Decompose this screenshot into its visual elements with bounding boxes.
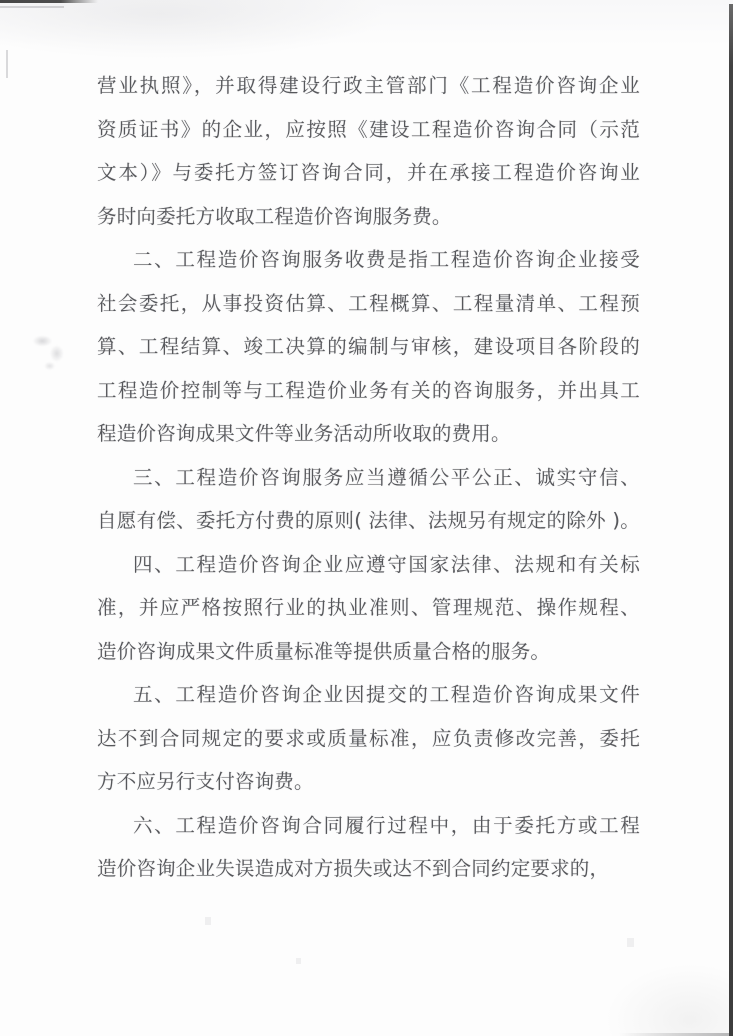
scan-edge-top-faint: [0, 6, 64, 8]
scan-edge-left-tick: [6, 50, 8, 78]
text-line: 二、工程造价咨询服务收费是指工程造价咨询企业接受: [133, 248, 640, 271]
text-line: 六、工程造价咨询合同履行过程中，由于委托方或工程: [133, 813, 640, 837]
text-line: 自愿有偿、委托方付费的原则( 法律、法规另有规定的除外 )。: [97, 509, 640, 532]
paragraph: [97, 238, 640, 456]
text-line: 造价咨询企业失误造成对方损失或达不到合同约定要求的，: [97, 857, 610, 880]
text-line: 文本）》与委托方签订咨询合同，并在承接工程造价咨询业: [97, 161, 640, 184]
scan-edge-right: [729, 4, 733, 1036]
text-line: 达不到合同规定的要求或质量标准，应负责修改完善，委托: [97, 726, 640, 750]
paragraph: [97, 456, 640, 543]
text-line: 算、工程结算、竣工决算的编制与审核，建设项目各阶段的: [97, 335, 640, 358]
text-line: 四、工程造价咨询企业应遵守国家法律、法规和有关标: [133, 552, 640, 576]
text-line: 资质证书》的企业，应按照《建设工程造价咨询合同（示范: [97, 117, 640, 141]
text-line: 务时向委托方收取工程造价咨询服务费。: [97, 204, 452, 228]
text-line: 程造价咨询成果文件等业务活动所收取的费用。: [97, 422, 511, 445]
scan-speck: [627, 938, 634, 947]
margin-smudge-artifact: [28, 326, 76, 376]
text-line: 方不应另行支付咨询费。: [97, 770, 314, 793]
scan-edge-top: [0, 0, 98, 3]
document-body: [97, 64, 640, 891]
paragraph: [97, 64, 640, 238]
text-line: 造价咨询成果文件质量标准等提供质量合格的服务。: [97, 639, 551, 663]
scan-speck: [296, 958, 301, 964]
paragraph: [97, 543, 640, 674]
text-line: 五、工程造价咨询企业因提交的工程造价咨询成果文件: [133, 683, 640, 706]
paragraph: [97, 673, 640, 804]
text-line: 营业执照》，并取得建设行政主管部门《工程造价咨询企业: [97, 74, 640, 97]
text-line: 工程造价控制等与工程造价业务有关的咨询服务，并出具工: [97, 378, 640, 402]
text-line: 社会委托，从事投资估算、工程概算、工程量清单、工程预: [97, 291, 640, 315]
paragraph: [97, 804, 640, 891]
text-line: 准，并应严格按照行业的执业准则、管理规范、操作规程、: [97, 596, 640, 619]
scan-speck: [205, 917, 211, 925]
text-line: 三、工程造价咨询服务应当遵循公平公正、诚实守信、: [133, 465, 640, 489]
